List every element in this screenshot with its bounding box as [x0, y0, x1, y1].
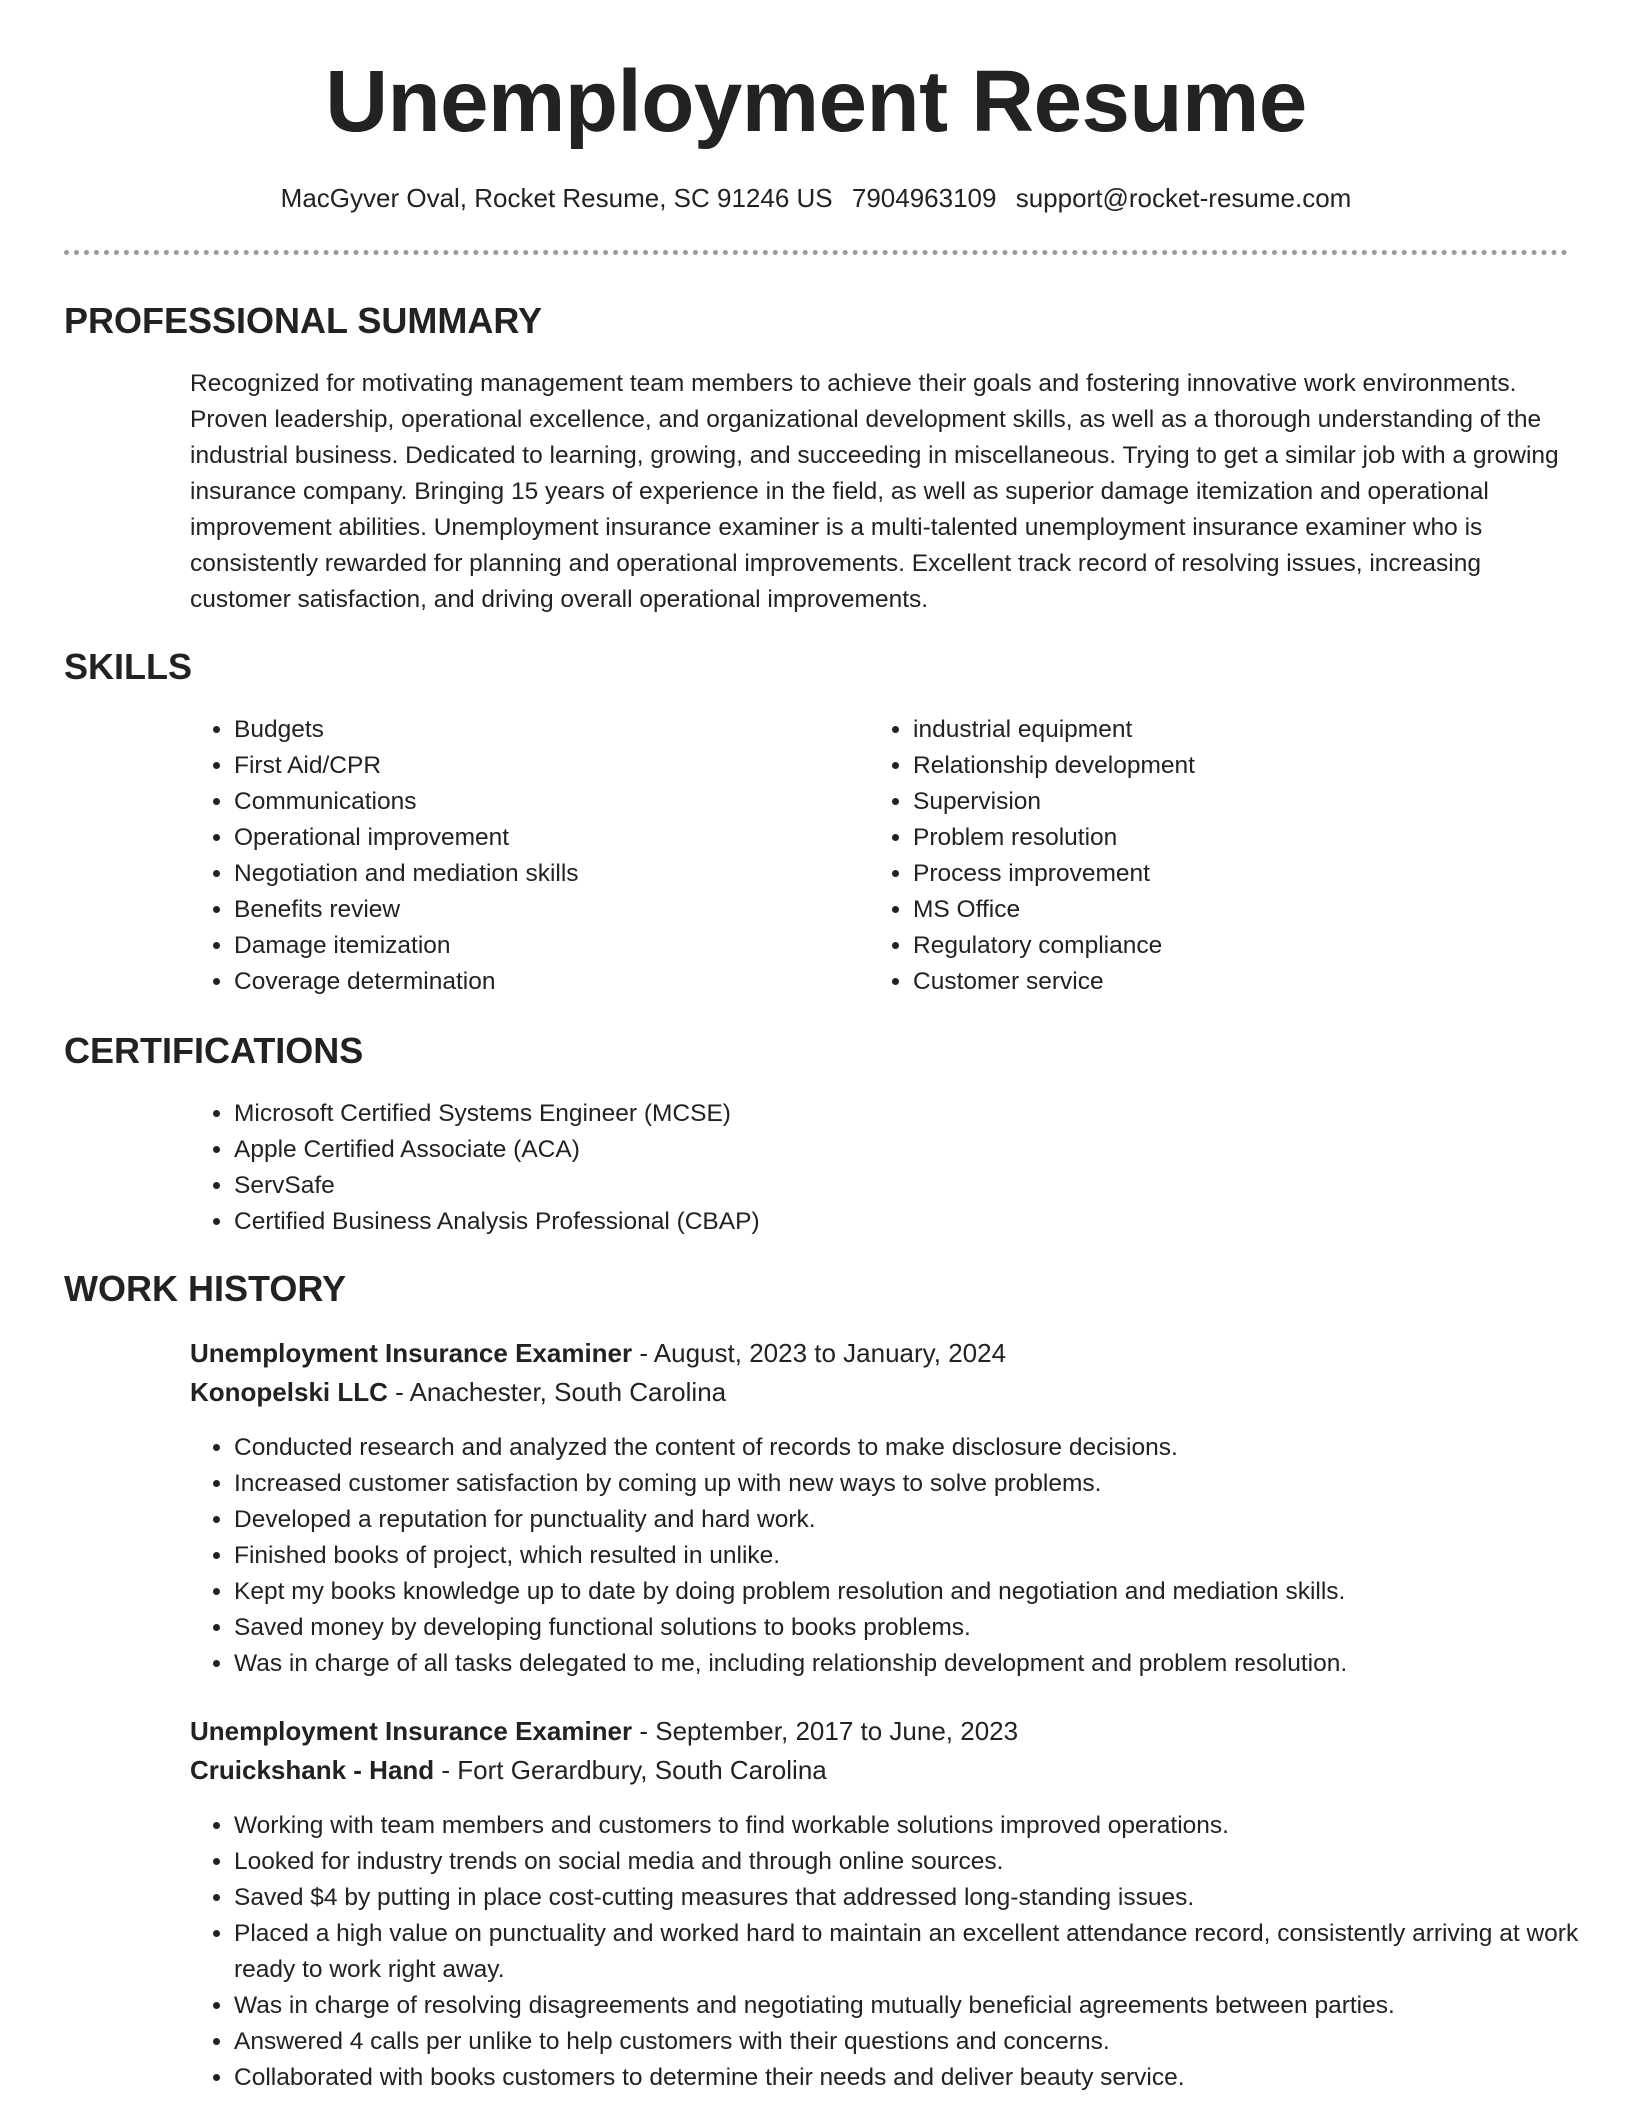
summary-heading: PROFESSIONAL SUMMARY — [64, 300, 543, 341]
skill-item: • Supervision — [913, 784, 1553, 820]
job-company-line — [190, 1752, 827, 1788]
job-dates: - September, 2017 to June, 2023 — [632, 1716, 1019, 1746]
contact-email: support@rocket-resume.com — [1015, 183, 1352, 213]
job-bullet: • Kept my books knowledge up to date by doing problem resolution and negotiation and mediation skills. — [234, 1574, 1614, 1610]
job-bullet: • Conducted research and analyzed the content of records to make disclosure decisions. — [234, 1430, 1614, 1466]
contact-address: MacGyver Oval, Rocket Resume, SC 91246 US — [280, 183, 833, 213]
job-bullet: • Was in charge of resolving disagreements and negotiating mutually beneficial agreements between parties. — [234, 1988, 1614, 2024]
skill-item: • Benefits review — [234, 892, 814, 928]
job-company: Cruickshank - Hand — [190, 1755, 435, 1785]
skill-item: • Communications — [234, 784, 814, 820]
skill-item: • Operational improvement — [234, 820, 814, 856]
skill-item: • MS Office — [913, 892, 1553, 928]
job-company-line — [190, 1374, 726, 1410]
skill-item: • Coverage determination — [234, 964, 814, 1000]
skills-list-right — [869, 712, 1553, 1000]
skills-heading: SKILLS — [64, 646, 193, 687]
job-title-line — [190, 1713, 1018, 1749]
job-location: - Anachester, South Carolina — [387, 1377, 727, 1407]
contact-phone: 7904963109 — [851, 183, 997, 213]
skill-item: • Relationship development — [913, 748, 1553, 784]
job-bullet: • Was in charge of all tasks delegated to me, including relationship development and problem resolution. — [234, 1646, 1614, 1682]
skill-item: • Problem resolution — [913, 820, 1553, 856]
skill-item: • Damage itemization — [234, 928, 814, 964]
job-title-line — [190, 1335, 1006, 1371]
skill-item: • industrial equipment — [913, 712, 1553, 748]
job-bullet: • Saved money by developing functional solutions to books problems. — [234, 1610, 1614, 1646]
certification-item: • Apple Certified Associate (ACA) — [234, 1132, 1534, 1168]
work-history-heading: WORK HISTORY — [64, 1268, 347, 1309]
skill-item: • Process improvement — [913, 856, 1553, 892]
job-bullet: • Placed a high value on punctuality and worked hard to maintain an excellent attendance record, consistently arriving at work ready to work right away. — [234, 1916, 1614, 1988]
skill-item: • Regulatory compliance — [913, 928, 1553, 964]
skills-list-left — [190, 712, 814, 1000]
header-divider — [64, 250, 1568, 255]
job-bullet: • Developed a reputation for punctuality and hard work. — [234, 1502, 1614, 1538]
job-title: Unemployment Insurance Examiner — [190, 1716, 633, 1746]
summary-text: Recognized for motivating management team members to achieve their goals and fostering innovative work environments. Proven leadership, operational excellence, and organizational development skills, as well as a thorough understanding of the industrial business. Dedicated to learning, growing, and succeeding in miscellaneous. Trying to get a similar job with a growing insurance company. Bringing 15 years of experience in the field, as well as superior damage itemization and operational improvement abilities. Unemployment insurance examiner is a multi-talented unemployment insurance examiner who is consistently rewarded for planning and operational improvements. Excellent track record of resolving issues, increasing customer satisfaction, and driving overall operational improvements. — [190, 370, 1559, 613]
skill-item: • Negotiation and mediation skills — [234, 856, 814, 892]
job-bullet: • Answered 4 calls per unlike to help customers with their questions and concerns. — [234, 2024, 1614, 2060]
job-bullet: • Working with team members and customers to find workable solutions improved operations. — [234, 1808, 1614, 1844]
job-company: Konopelski LLC — [190, 1377, 388, 1407]
certification-item: • ServSafe — [234, 1168, 1534, 1204]
resume-title: Unemployment Resume — [325, 53, 1307, 150]
skill-item: • Budgets — [234, 712, 814, 748]
job-bullet: • Saved $4 by putting in place cost-cutting measures that addressed long-standing issues. — [234, 1880, 1614, 1916]
certification-item: • Microsoft Certified Systems Engineer (MCSE) — [234, 1096, 1534, 1132]
certifications-heading: CERTIFICATIONS — [64, 1030, 364, 1071]
job-bullets — [190, 1430, 1614, 1682]
contact-line — [0, 180, 1632, 216]
job-dates: - August, 2023 to January, 2024 — [632, 1338, 1007, 1368]
job-bullets — [190, 1808, 1614, 2096]
skill-item: • First Aid/CPR — [234, 748, 814, 784]
skill-item: • Customer service — [913, 964, 1553, 1000]
job-bullet: • Increased customer satisfaction by coming up with new ways to solve problems. — [234, 1466, 1614, 1502]
job-location: - Fort Gerardbury, South Carolina — [434, 1755, 827, 1785]
job-title: Unemployment Insurance Examiner — [190, 1338, 633, 1368]
job-bullet: • Looked for industry trends on social media and through online sources. — [234, 1844, 1614, 1880]
job-bullet: • Finished books of project, which resulted in unlike. — [234, 1538, 1614, 1574]
certification-item: • Certified Business Analysis Professional (CBAP) — [234, 1204, 1534, 1240]
job-bullet: • Collaborated with books customers to determine their needs and deliver beauty service. — [234, 2060, 1614, 2096]
certifications-list — [190, 1096, 1534, 1240]
